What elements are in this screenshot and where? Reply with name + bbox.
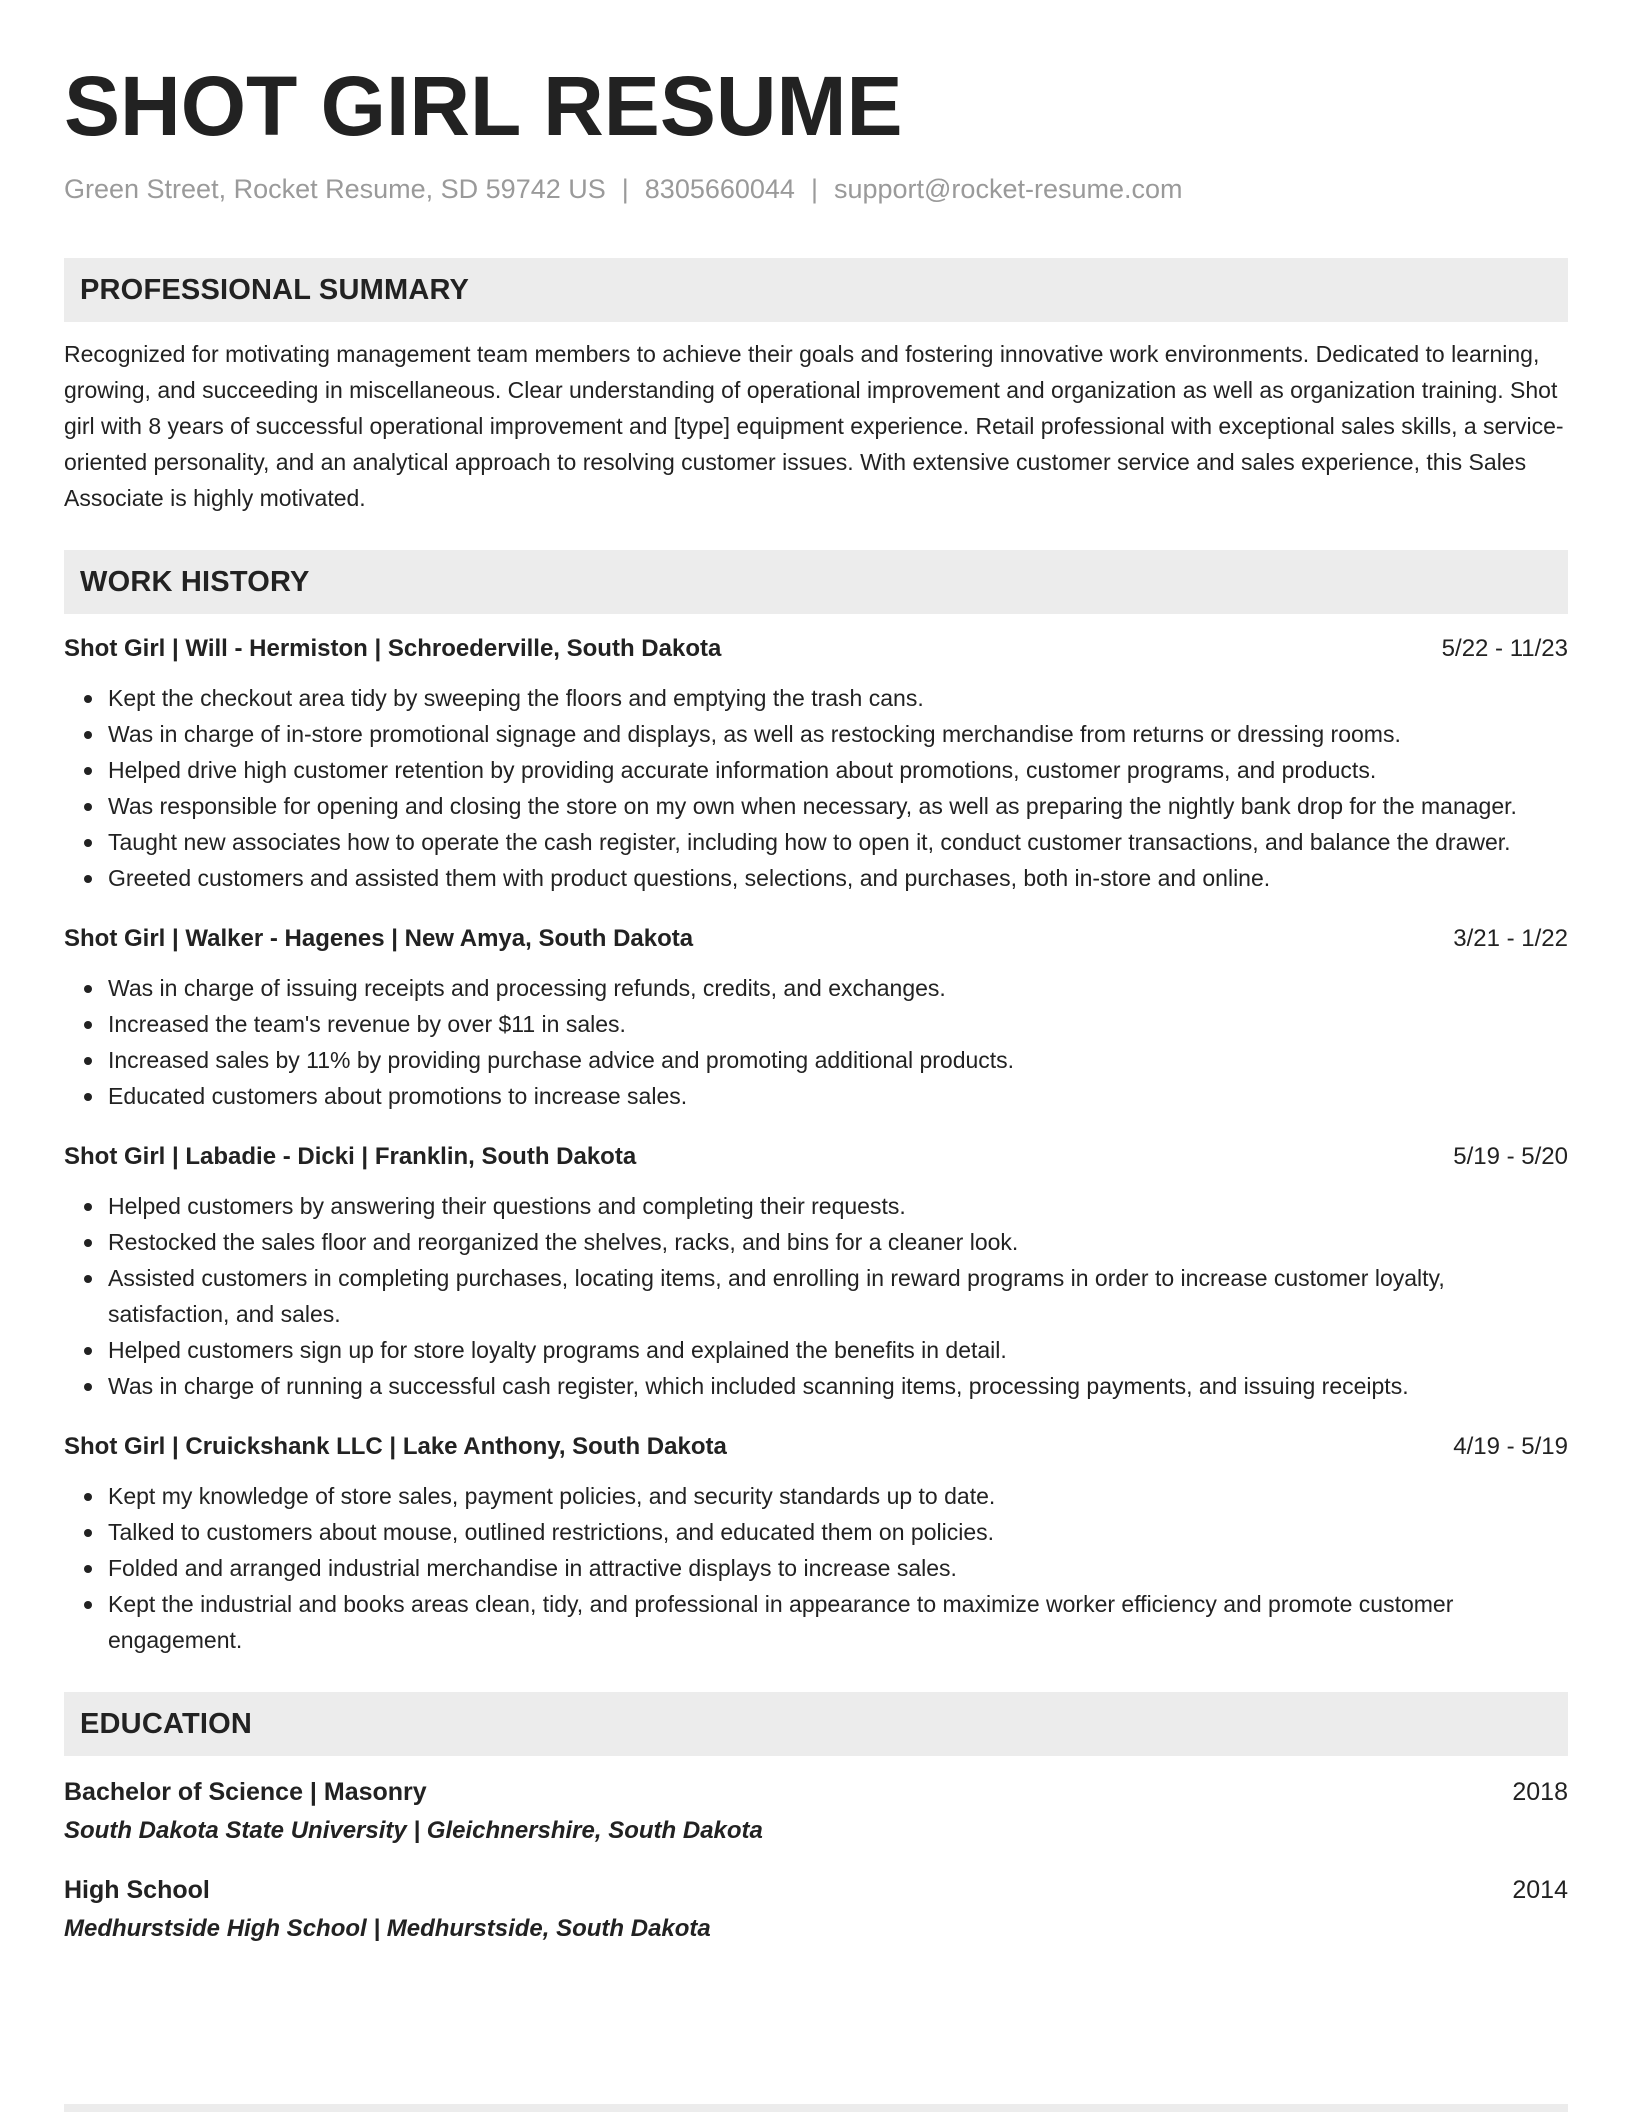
- section-header-education: EDUCATION: [64, 1692, 1568, 1756]
- job-bullet: Increased sales by 11% by providing purchase advice and promoting additional products.: [108, 1042, 1568, 1078]
- education-year: 2018: [1512, 1778, 1568, 1806]
- job-bullets: [64, 1188, 1568, 1404]
- job-bullet: Was in charge of in-store promotional signage and displays, as well as restocking merchandise from returns or dressing rooms.: [108, 716, 1568, 752]
- contact-address: Green Street, Rocket Resume, SD 59742 US: [64, 174, 606, 204]
- job-heading-row: [64, 632, 1568, 666]
- job-bullet: Greeted customers and assisted them with product questions, selections, and purchases, both in-store and online.: [108, 860, 1568, 896]
- education-school: Medhurstside High School | Medhurstside, South Dakota: [64, 1915, 711, 1942]
- contact-line: [64, 172, 1568, 206]
- job-bullets: [64, 970, 1568, 1114]
- job-bullet: Helped drive high customer retention by providing accurate information about promotions, customer programs, and products.: [108, 752, 1568, 788]
- job-bullet: Increased the team's revenue by over $11 in sales.: [108, 1006, 1568, 1042]
- resume-title: SHOT GIRL RESUME: [64, 59, 903, 153]
- job-bullets: [64, 680, 1568, 896]
- job-bullet: Folded and arranged industrial merchandise in attractive displays to increase sales.: [108, 1550, 1568, 1586]
- job-heading-row: [64, 922, 1568, 956]
- job-bullet: Talked to customers about mouse, outlined restrictions, and educated them on policies.: [108, 1514, 1568, 1550]
- job-entry: [64, 1430, 1568, 1658]
- job-bullet: Helped customers sign up for store loyalty programs and explained the benefits in detail.: [108, 1332, 1568, 1368]
- job-dates: 4/19 - 5/19: [1453, 1433, 1568, 1460]
- education-heading-row: [64, 1774, 1568, 1810]
- job-bullet: Was in charge of running a successful cash register, which included scanning items, processing payments, and issuing receipts.: [108, 1368, 1568, 1404]
- job-title: Shot Girl | Labadie - Dicki | Franklin, South Dakota: [64, 1143, 637, 1170]
- education-school: South Dakota State University | Gleichnershire, South Dakota: [64, 1817, 763, 1844]
- bottom-divider: [64, 2104, 1568, 2112]
- job-bullet: Kept my knowledge of store sales, payment policies, and security standards up to date.: [108, 1478, 1568, 1514]
- job-title: Shot Girl | Will - Hermiston | Schroederville, South Dakota: [64, 635, 722, 662]
- education-entry: [64, 1774, 1568, 1848]
- job-dates: 3/21 - 1/22: [1453, 925, 1568, 952]
- job-entry: [64, 1140, 1568, 1404]
- contact-email: support@rocket-resume.com: [833, 174, 1183, 204]
- job-bullet: Educated customers about promotions to increase sales.: [108, 1078, 1568, 1114]
- job-bullets: [64, 1478, 1568, 1658]
- education-entry: [64, 1872, 1568, 1946]
- contact-separator: |: [810, 174, 818, 204]
- job-bullet: Taught new associates how to operate the cash register, including how to open it, conduct customer transactions, and balance the drawer.: [108, 824, 1568, 860]
- job-bullet: Was responsible for opening and closing the store on my own when necessary, as well as preparing the nightly bank drop for the manager.: [108, 788, 1568, 824]
- job-bullet: Kept the checkout area tidy by sweeping the floors and emptying the trash cans.: [108, 680, 1568, 716]
- job-bullet: Helped customers by answering their questions and completing their requests.: [108, 1188, 1568, 1224]
- job-dates: 5/19 - 5/20: [1453, 1143, 1568, 1170]
- education-degree: High School: [64, 1876, 210, 1904]
- contact-phone: 8305660044: [644, 174, 795, 204]
- job-bullet: Assisted customers in completing purchases, locating items, and enrolling in reward programs in order to increase customer loyalty, satisfaction, and sales.: [108, 1260, 1568, 1332]
- education-year: 2014: [1512, 1876, 1568, 1904]
- job-bullet: Was in charge of issuing receipts and processing refunds, credits, and exchanges.: [108, 970, 1568, 1006]
- job-entry: [64, 922, 1568, 1114]
- job-title: Shot Girl | Walker - Hagenes | New Amya, South Dakota: [64, 925, 694, 952]
- job-heading-row: [64, 1430, 1568, 1464]
- job-bullet: Restocked the sales floor and reorganized the shelves, racks, and bins for a cleaner look.: [108, 1224, 1568, 1260]
- summary-text: Recognized for motivating management team members to achieve their goals and fostering innovative work environments. Dedicated to learning, growing, and succeeding in miscellaneous. Clear understanding of operational improvement and organization as well as organization training. Shot girl with 8 years of successful operational improvement and [type] equipment experience. Retail professional with exceptional sales skills, a service-oriented personality, and an analytical approach to resolving customer issues. With extensive customer service and sales experience, this Sales Associate is highly motivated.: [64, 341, 1564, 511]
- job-heading-row: [64, 1140, 1568, 1174]
- section-header-work-history: WORK HISTORY: [64, 550, 1568, 614]
- job-bullet: Kept the industrial and books areas clean, tidy, and professional in appearance to maximize worker efficiency and promote customer engagement.: [108, 1586, 1568, 1658]
- section-header-summary: PROFESSIONAL SUMMARY: [64, 258, 1568, 322]
- job-title: Shot Girl | Cruickshank LLC | Lake Anthony, South Dakota: [64, 1433, 727, 1460]
- education-heading-row: [64, 1872, 1568, 1908]
- education-degree: Bachelor of Science | Masonry: [64, 1778, 427, 1806]
- job-entry: [64, 632, 1568, 896]
- job-dates: 5/22 - 11/23: [1441, 635, 1568, 662]
- contact-separator: |: [621, 174, 629, 204]
